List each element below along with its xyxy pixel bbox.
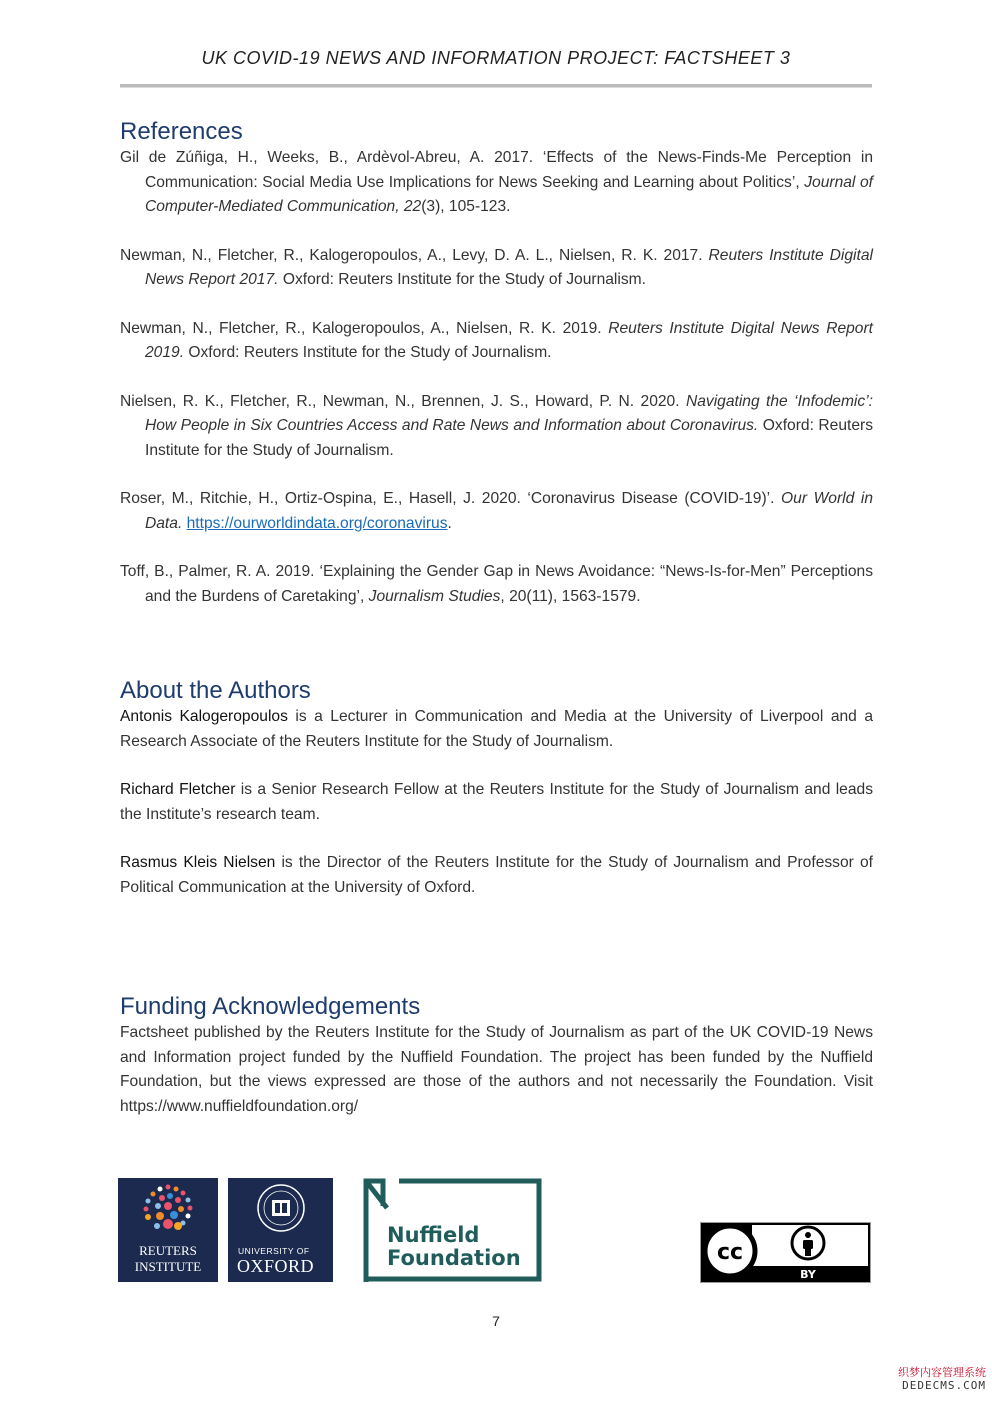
author-bio: Richard Fletcher is a Senior Research Fellow at the Reuters Institute for the Study of Journalism and leads the Institute’s research team. xyxy=(120,781,873,823)
author-bio: Rasmus Kleis Nielsen is the Director of the Reuters Institute for the Study of Journalism and Professor of Political Communication at the University of Oxford. xyxy=(120,854,873,896)
author-name: Antonis Kalogeropoulos xyxy=(120,708,288,725)
reference-item: Gil de Zúñiga, H., Weeks, B., Ardèvol-Abreu, A. 2017. ‘Effects of the News-Finds-Me Perception in Communication: Social Media Use Implications for News Seeking and Learning about Politics’, Journal of Computer-Mediated Communication, 22(3), 105-123. xyxy=(120,149,873,215)
reference-item: Newman, N., Fletcher, R., Kalogeropoulos, A., Levy, D. A. L., Nielsen, R. K. 2017. Reuters Institute Digital News Report 2017. Oxford: Reuters Institute for the Study of Journalism. xyxy=(120,246,873,288)
references-section xyxy=(120,118,873,633)
svg-text:Nuffield: Nuffield xyxy=(387,1223,480,1247)
creative-commons-by-badge xyxy=(700,1222,871,1283)
references-heading: References xyxy=(120,118,243,145)
authors-heading: About the Authors xyxy=(120,677,311,704)
funding-section xyxy=(120,993,873,1143)
author-name: Richard Fletcher xyxy=(120,781,236,798)
svg-text:UNIVERSITY OF: UNIVERSITY OF xyxy=(238,1246,310,1256)
reuters-dots-icon xyxy=(118,1178,218,1282)
svg-text:REUTERS: REUTERS xyxy=(139,1243,197,1258)
svg-text:Foundation: Foundation xyxy=(387,1246,521,1270)
page-number: 7 xyxy=(492,1313,500,1329)
ourworldindata-link[interactable]: https://ourworldindata.org/coronavirus xyxy=(186,514,448,532)
reference-item: Roser, M., Ritchie, H., Ortiz-Ospina, E., Hasell, J. 2020. ‘Coronavirus Disease (COVID-19)’. Our World in Data. https://ourworldindata.org/coronavirus. xyxy=(120,490,873,532)
svg-text:INSTITUTE: INSTITUTE xyxy=(134,1259,202,1274)
header-rule xyxy=(120,84,872,88)
oxford-crest-icon xyxy=(228,1178,333,1282)
svg-text:cc: cc xyxy=(716,1240,744,1265)
cc-by-icon xyxy=(700,1222,871,1283)
reference-item: Nielsen, R. K., Fletcher, R., Newman, N., Brennen, J. S., Howard, P. N. 2020. Navigating the ‘Infodemic’: How People in Six Countries Access and Rate News and Information about Coronavirus. Oxford: Reuters Institute for the Study of Journalism. xyxy=(120,392,873,459)
funding-heading: Funding Acknowledgements xyxy=(120,993,421,1020)
reuters-institute-logo xyxy=(118,1178,218,1282)
university-of-oxford-logo xyxy=(228,1178,333,1282)
author-bio: Antonis Kalogeropoulos is a Lecturer in Communication and Media at the University of Liverpool and a Research Associate of the Reuters Institute for the Study of Journalism. xyxy=(120,708,873,750)
author-name: Rasmus Kleis Nielsen xyxy=(120,854,276,871)
reference-item: Toff, B., Palmer, R. A. 2019. ‘Explaining the Gender Gap in News Avoidance: “News-Is-for-Men” Perceptions and the Burdens of Caretaking’, Journalism Studies, 20(11), 1563-1579. xyxy=(120,563,873,605)
svg-text:BY: BY xyxy=(800,1268,816,1281)
reference-item: Newman, N., Fletcher, R., Kalogeropoulos, A., Nielsen, R. K. 2019. Reuters Institute Digital News Report 2019. Oxford: Reuters Institute for the Study of Journalism. xyxy=(120,319,873,361)
nuffield-foundation-logo xyxy=(363,1178,542,1282)
funding-text: Factsheet published by the Reuters Institute for the Study of Journalism as part of the UK COVID-19 News and Information project funded by the Nuffield Foundation. The project has been funded by the Nuffield Foundation, but the views expressed are those of the authors and not necessarily the Foundation. Visit https://www.nuffieldfoundation.org/ xyxy=(120,1024,873,1115)
page-header: UK COVID-19 NEWS AND INFORMATION PROJECT: FACTSHEET 3 xyxy=(201,48,791,68)
nuffield-frame-icon xyxy=(363,1178,542,1282)
svg-text:OXFORD: OXFORD xyxy=(237,1256,315,1276)
authors-section xyxy=(120,677,873,924)
watermark: 织梦内容管理系统 DEDECMS.COM xyxy=(898,1366,986,1392)
